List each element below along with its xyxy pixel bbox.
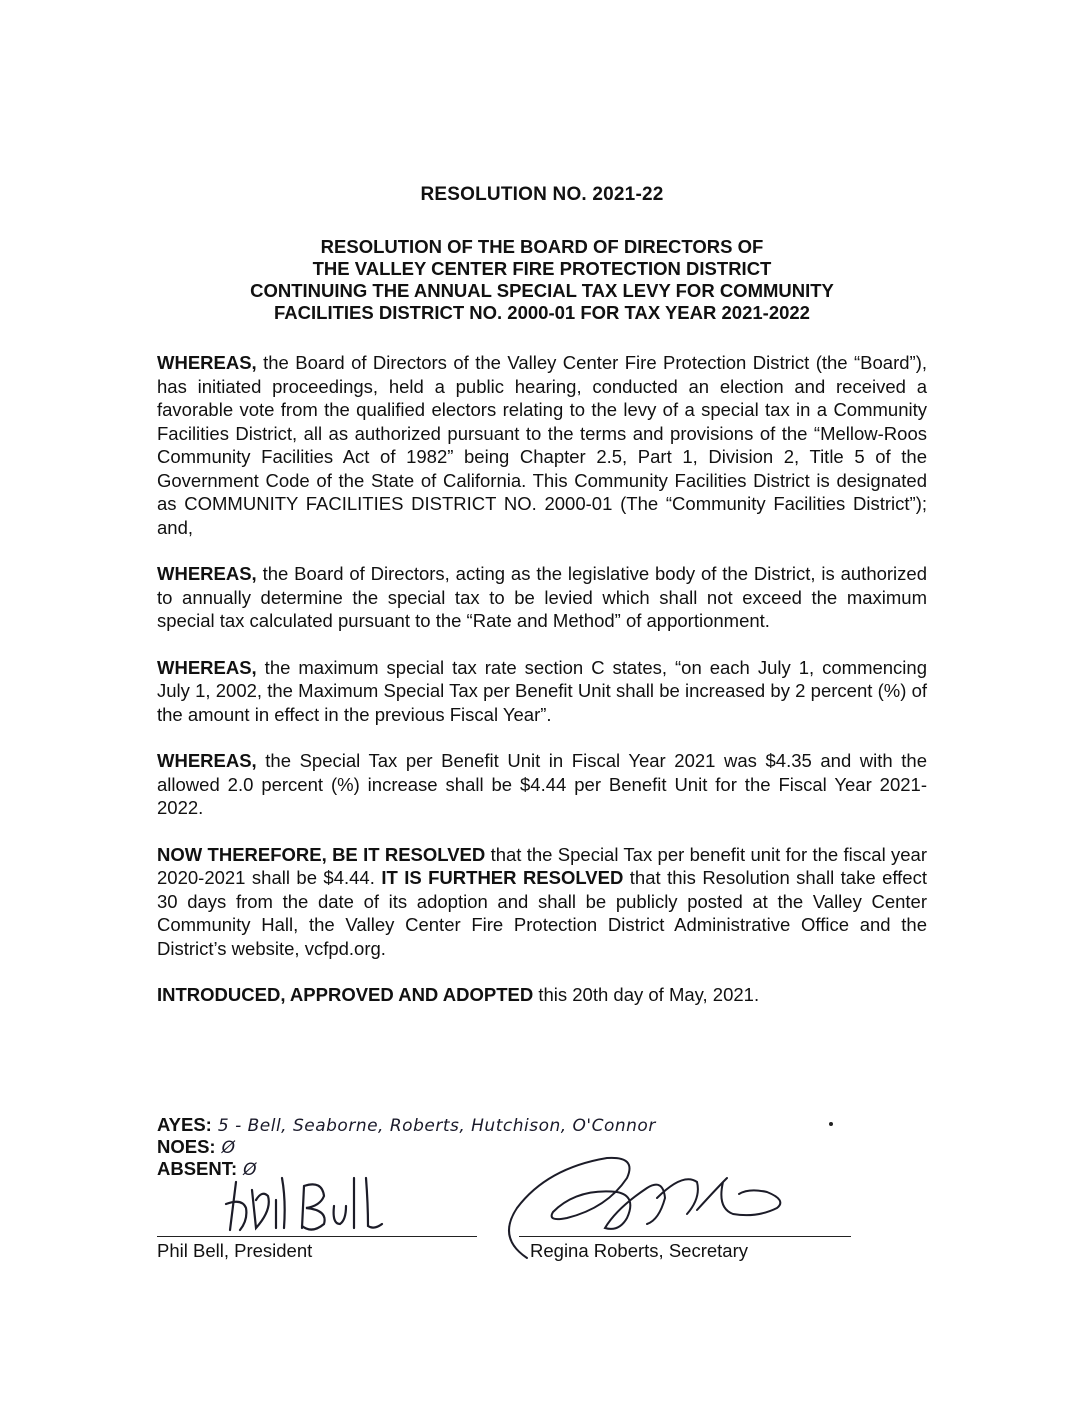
adoption-text: this 20th day of May, 2021. <box>533 984 760 1005</box>
ayes-label: AYES: <box>157 1114 212 1135</box>
resolved-text: that the Special Tax per benefit unit for the fiscal year 2020-2021 shall be $4.44. <box>157 843 927 888</box>
paragraph-lead: WHEREAS, <box>157 352 257 373</box>
adoption-paragraph <box>157 983 927 1007</box>
resolution-title <box>157 236 927 324</box>
paragraph-lead: WHEREAS, <box>157 656 257 678</box>
paragraph-text: the Special Tax per Benefit Unit in Fiscal Year 2021 was $4.35 and with the allowed 2.0 percent (%) increase shall be $4.44 per Benefit Unit for the Fiscal Year 2021-2022. <box>157 750 927 818</box>
resolution-body <box>157 351 927 1030</box>
further-resolved-lead: IT IS FURTHER RESOLVED <box>381 867 624 888</box>
title-line: THE VALLEY CENTER FIRE PROTECTION DISTRICT <box>312 258 772 279</box>
paragraph-lead: WHEREAS, <box>157 750 257 771</box>
noes-label: NOES: <box>157 1136 216 1157</box>
noes-value: Ø <box>221 1138 236 1158</box>
ayes-line <box>157 1114 927 1136</box>
paragraph-text: the Board of Directors, acting as the legislative body of the District, is authorized to annually determine the special tax to be levied which shall not exceed the maximum special tax calculated pursuant to the “Rate and Method” of apportionment. <box>157 563 927 631</box>
whereas-paragraph <box>157 351 927 539</box>
ayes-value: 5 - Bell, Seaborne, Roberts, Hutchison, O'Connor <box>217 1116 656 1136</box>
title-line: FACILITIES DISTRICT NO. 2000-01 FOR TAX YEAR 2021-2022 <box>274 302 810 323</box>
secretary-name: Regina Roberts, Secretary <box>530 1240 748 1261</box>
president-signature-line <box>157 1236 477 1237</box>
absent-value: Ø <box>243 1160 258 1180</box>
adoption-lead: INTRODUCED, APPROVED AND ADOPTED <box>157 984 534 1005</box>
resolved-paragraph <box>157 843 927 961</box>
paragraph-lead: WHEREAS, <box>157 563 257 584</box>
president-signature-icon <box>212 1160 392 1240</box>
absent-label: ABSENT: <box>157 1158 238 1179</box>
paragraph-text: the maximum special tax rate section C states, “on each July 1, commencing July 1, 2002, the Maximum Special Tax per Benefit Unit shall be increased by 2 percent (%) of the amount in effect in the previous Fiscal Year”. <box>157 656 927 725</box>
resolution-number: RESOLUTION NO. 2021-22 <box>420 184 664 205</box>
whereas-paragraph <box>157 749 927 820</box>
president-name: Phil Bell, President <box>157 1240 313 1261</box>
signature-block <box>157 1150 927 1270</box>
whereas-paragraph <box>157 656 927 727</box>
paragraph-text: the Board of Directors of the Valley Center Fire Protection District (the “Board”), has initiated proceedings, held a public hearing, conducted an election and received a favorable vote from the qualified electors relating to the levy of a special tax in a Community Facilities District, all as authorized pursuant to the terms and provisions of the “Mellow-Roos Community Facilities Act of 1982” being Chapter 2.5, Part 1, Division 2, Title 5 of the Government Code of the State of California. This Community Facilities District is designated as COMMUNITY FACILITIES DISTRICT NO. 2000-01 (The “Community Facilities District”); and, <box>157 352 927 538</box>
stray-mark <box>829 1122 833 1126</box>
whereas-paragraph <box>157 562 927 633</box>
resolved-lead: NOW THEREFORE, BE IT RESOLVED <box>157 843 486 865</box>
title-line: CONTINUING THE ANNUAL SPECIAL TAX LEVY FOR COMMUNITY <box>250 280 834 301</box>
title-line: RESOLUTION OF THE BOARD OF DIRECTORS OF <box>320 236 764 257</box>
further-resolved-text: that this Resolution shall take effect 30 days from the date of its adoption and shall be publicly posted at the Valley Center Community Hall, the Valley Center Fire Protection District Administrative Office and the District’s website, vcfpd.org. <box>157 867 927 959</box>
secretary-signature-line <box>519 1236 851 1237</box>
